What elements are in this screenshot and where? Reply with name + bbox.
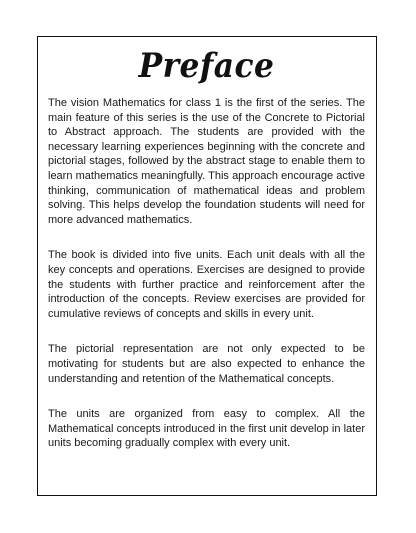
paragraph-3: The pictorial representation are not only expected to be motivating for students but are also expected to enhance the understanding and retention of the Mathematical concepts.	[48, 343, 365, 385]
page-title: Preface	[138, 46, 275, 86]
paragraph-1: The vision Mathematics for class 1 is the first of the series. The main feature of this series is the use of the Concrete to Pictorial to Abstract approach. The students are provided with the necessary learning experiences beginning with the concrete and pictorial stages, followed by the abstract stage to enable them to learn mathematics meaningfully. This approach encourage active thinking, communication of mathematical ideas and problem solving. This helps develop the foundation students will need for more advanced mathematics.	[48, 97, 365, 226]
paragraph-2: The book is divided into five units. Each unit deals with all the key concepts and operations. Exercises are designed to provide the students with further practice and reinforcement after the introduction of the concepts. Review exercises are provided for cumulative reviews of concepts and skills in every unit.	[48, 249, 365, 320]
page-frame	[37, 36, 377, 496]
paragraph-4: The units are organized from easy to complex. All the Mathematical concepts introduced in the first unit develop in later units becoming gradually complex with every unit.	[48, 408, 365, 450]
